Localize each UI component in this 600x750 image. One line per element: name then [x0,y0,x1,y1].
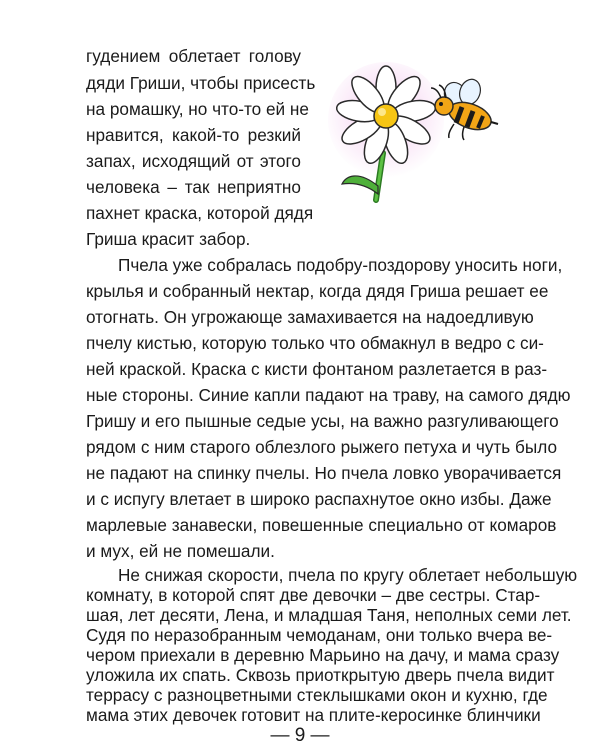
text-line: чером приехали в деревню Марьино на дачу, и мама сразу [86,645,560,665]
text-line: марлевые занавески, повешенные специально от комаров [86,515,557,535]
text-line: шая, лет десяти, Лена, и младшая Таня, неполных семи лет. [86,605,572,625]
text-line: и мух, ей не помешали. [86,541,275,561]
text-line: пахнет краска, которой дядя [86,203,314,223]
text-line: террасу с разноцветными стеклышками окон и кухню, где [86,685,548,705]
text-line: Пчела уже собралась подобру-поздорову уносить ноги, [118,255,563,275]
text-line: дяди Гриши, чтобы присесть [86,73,316,93]
text-line: отогнать. Он угрожающе замахивается на надоедливую [86,307,534,327]
text-line: человека – так неприятно [86,177,301,197]
text-line: нравится, какой-то резкий [86,125,301,145]
flower-leaf [342,176,378,194]
text-line: уложила их спать. Сквозь приоткрытую дверь пчела видит [86,665,555,685]
text-line: и с испугу влетает в широко распахнутое окно избы. Даже [86,489,552,509]
page-number: — 9 — [270,725,330,746]
text-line: рядом с ним старого облезлого рыжего петуха и чуть было [86,437,558,457]
text-line: Гриша красит забор. [86,229,251,249]
text-line: на ромашку, но что-то ей не [86,99,309,119]
text-line: запах, исходящий от этого [86,151,301,171]
text-line: пчелу кистью, которую только что обмакнул в ведро с си- [86,333,544,353]
text-line: Не снижая скорости, пчела по кругу облетает небольшую [118,565,578,585]
daisy-and-bee-illustration [328,58,508,208]
flower-center [374,104,398,128]
text-line: Судя по неразобранным чемоданам, они только вчера ве- [86,625,553,645]
text-line: комнату, в которой спят две девочки – две сестры. Стар- [86,585,541,605]
text-line: мама этих девочек готовит на плите-керосинке блинчики [86,705,541,725]
text-line: ней краской. Краска с кисти фонтаном разлетается в раз- [86,359,548,379]
text-line: не падают на спинку пчелы. Но пчела ловко уворачивается [86,463,562,483]
text-line: гудением облетает голову [86,46,301,66]
text-line: Гришу и его пышные седые усы, на важно разгуливающего [86,411,559,431]
text-line: крылья и собранный нектар, когда дядя Гриша решает ее [86,281,549,301]
text-line: ные стороны. Синие капли падают на траву, на самого дядю [86,385,571,405]
